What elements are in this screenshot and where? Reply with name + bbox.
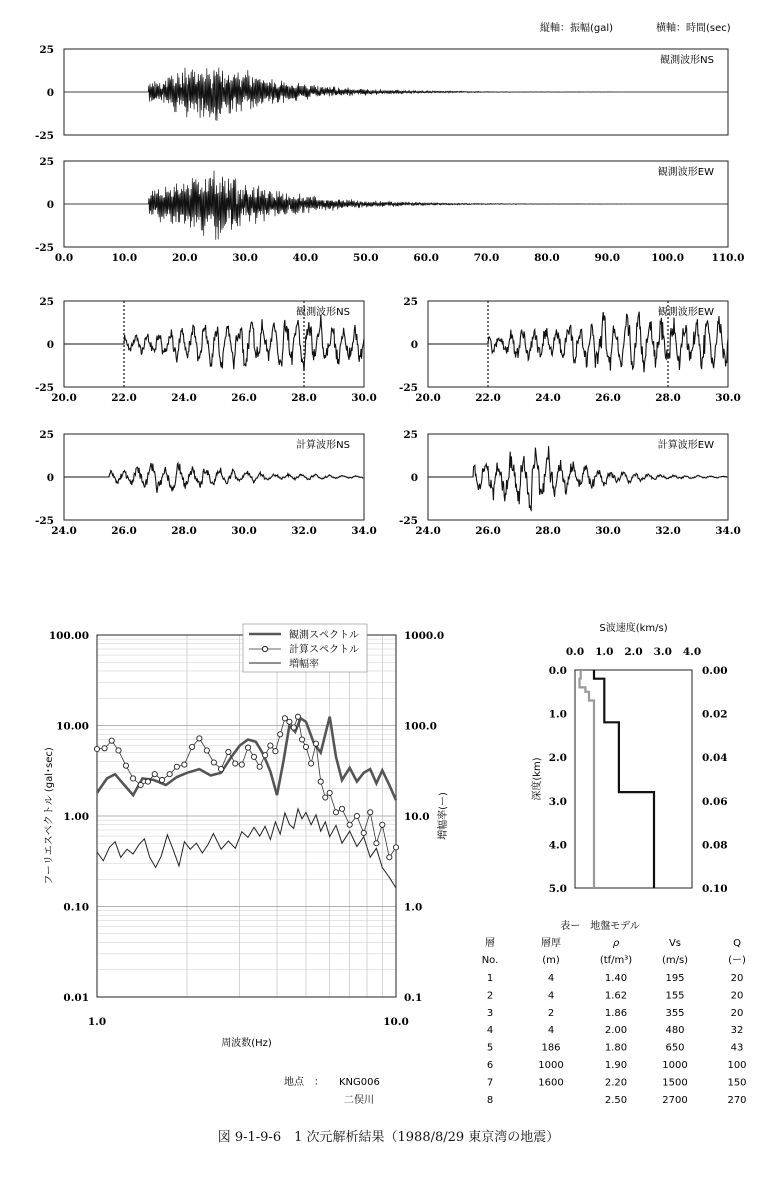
calculated-spectrum-point [102, 746, 107, 751]
waveform-trace [64, 463, 363, 493]
y-tick-label: 0 [46, 87, 54, 99]
table-cell: 1500 [662, 1077, 688, 1089]
table-cell: 2 [547, 1007, 555, 1019]
x-tick-label: 24.0 [51, 525, 77, 537]
y-tick-label: 0.0 [548, 665, 567, 677]
table-cell: 150 [727, 1077, 747, 1089]
x-tick-label: 26.0 [231, 392, 257, 404]
x-tick-label: 3.0 [653, 646, 672, 658]
vertical-axis-note: 縦軸：振幅(gal) [540, 23, 614, 34]
calculated-spectrum-point [380, 822, 385, 827]
calculated-spectrum-point [273, 749, 278, 754]
y2-tick-label: 1.0 [404, 901, 423, 914]
table-header: Q [733, 938, 741, 949]
trace-label: 計算波形NS [296, 440, 350, 451]
table-cell: 155 [665, 990, 685, 1002]
calculated-spectrum-point [174, 764, 179, 769]
calculated-spectrum-point [303, 744, 308, 749]
table-cell: 20 [730, 990, 744, 1002]
x-tick-label: 60.0 [413, 252, 439, 264]
x-tick-label: 32.0 [291, 525, 317, 537]
y-tick-label: 0 [46, 339, 54, 351]
calculated-spectrum-point [167, 772, 172, 777]
y-tick-label: 0 [410, 339, 418, 351]
calculated-spectrum-point [323, 795, 328, 800]
x-tick-label: 0.0 [54, 252, 74, 264]
y-tick-label: 25 [403, 429, 418, 441]
calculated-spectrum-point [333, 810, 338, 815]
calculated-spectrum-point [291, 725, 296, 730]
table-cell: 2 [486, 990, 494, 1002]
x-tick-label: 30.0 [232, 252, 258, 264]
table-cell: 1.40 [604, 973, 628, 984]
y-tick-label: 0 [46, 199, 54, 211]
table-unit: (m) [542, 955, 560, 966]
calculated-spectrum-point [374, 841, 379, 846]
y2-tick-label: 0.04 [702, 752, 728, 765]
fourier-spectrum-chart [43, 624, 449, 1049]
x-tick-label: 2.0 [624, 646, 643, 658]
observed-ew-zoom-chart [399, 296, 741, 404]
x-tick-label: 20.0 [51, 392, 77, 404]
waveform-trace [428, 446, 727, 510]
y-tick-label: 10.00 [56, 720, 89, 733]
trace-label: 計算波形EW [657, 440, 714, 451]
x-tick-label: 110.0 [711, 252, 745, 264]
ground-model-table [482, 919, 747, 1106]
table-cell: 100 [727, 1060, 747, 1071]
calculated-ns-chart [35, 429, 377, 537]
table-cell: 20 [730, 1007, 744, 1019]
y-tick-label: 0.10 [63, 901, 89, 914]
chart-title: S波速度(km/s) [599, 623, 668, 634]
x-tick-label: 26.0 [595, 392, 621, 404]
x-axis-label: 周波数(Hz) [221, 1038, 272, 1049]
x-tick-label: 4.0 [682, 646, 702, 658]
table-unit: (ー) [728, 955, 746, 966]
table-cell: 1000 [538, 1060, 564, 1071]
calculated-spectrum-point [299, 737, 304, 742]
table-header: ρ [612, 938, 620, 949]
table-cell: 1 [486, 973, 494, 984]
x-tick-label: 34.0 [715, 525, 741, 537]
site-code: KNG006 [339, 1077, 380, 1088]
calculated-spectrum-point [152, 772, 157, 777]
y-tick-label: 1.00 [63, 811, 89, 823]
trace-label: 観測波形NS [296, 307, 350, 318]
legend-label: 増幅率 [289, 659, 319, 670]
x-tick-label: 1.0 [595, 646, 614, 658]
x-tick-label: 20.0 [171, 252, 198, 264]
x-tick-label: 28.0 [291, 392, 317, 404]
y-tick-label: 3.0 [548, 795, 567, 808]
shallow-velocity-profile [580, 670, 595, 888]
calculated-spectrum-point [204, 748, 209, 753]
calculated-spectrum-point [251, 754, 256, 759]
velocity-profile-chart [530, 621, 728, 895]
table-cell: 270 [727, 1094, 747, 1106]
table-header: Vs [668, 938, 682, 949]
calculated-spectrum-point [347, 822, 352, 827]
table-title: 表ー 地盤モデル [560, 921, 640, 932]
table-cell: 1.62 [604, 990, 628, 1002]
y-tick-label: -25 [35, 242, 54, 254]
calculated-spectrum-point [197, 736, 202, 741]
table-unit: No. [481, 955, 499, 966]
table-cell: 43 [730, 1042, 744, 1054]
table-cell: 4 [547, 990, 555, 1002]
deep-velocity-profile [594, 670, 654, 888]
y-tick-label: -25 [35, 382, 54, 394]
y-tick-label: 25 [39, 296, 54, 308]
x-tick-label: 26.0 [111, 525, 137, 537]
legend-swatch-calculated-marker [262, 646, 267, 651]
table-cell: 2700 [662, 1094, 688, 1106]
table-cell: 480 [665, 1025, 685, 1037]
horizontal-axis-note: 横軸：時間(sec) [656, 23, 731, 34]
trace-label: 観測波形NS [660, 55, 714, 66]
calculated-spectrum-point [263, 753, 268, 758]
y2-axis-label: 増幅率(ー) [438, 792, 449, 840]
y-tick-label: 0 [410, 472, 418, 484]
calculated-ew-chart [399, 429, 741, 537]
table-cell: 1.86 [604, 1007, 628, 1019]
table-cell: 32 [730, 1025, 744, 1037]
x-tick-label: 10.0 [111, 252, 138, 264]
table-cell: 2.20 [604, 1077, 628, 1089]
x-tick-label: 22.0 [475, 392, 501, 404]
legend-label: 計算スペクトル [289, 644, 359, 656]
x-tick-label: 30.0 [351, 392, 377, 404]
x-tick-label: 90.0 [594, 252, 621, 264]
x-tick-label: 1.0 [87, 1016, 107, 1028]
table-header: 層 [485, 938, 495, 949]
y-tick-label: 4.0 [548, 839, 567, 852]
y-tick-label: -25 [399, 515, 418, 527]
y-tick-label: 25 [39, 44, 54, 56]
calculated-spectrum-point [245, 745, 250, 750]
y-tick-label: 100.00 [48, 630, 89, 642]
calculated-spectrum-point [257, 764, 262, 769]
table-cell: 1.90 [604, 1060, 628, 1071]
calculated-spectrum-point [130, 776, 135, 781]
calculated-spectrum-point [138, 782, 143, 787]
calculated-spectrum-point [109, 738, 114, 743]
table-cell: 4 [547, 1025, 555, 1037]
x-tick-label: 24.0 [535, 392, 561, 404]
y2-tick-label: 0.08 [702, 839, 728, 852]
calculated-spectrum-point [145, 779, 150, 784]
x-tick-label: 26.0 [475, 525, 501, 537]
table-cell: 355 [665, 1007, 685, 1019]
x-tick-label: 34.0 [351, 525, 377, 537]
calculated-spectrum-point [368, 810, 373, 815]
y2-tick-label: 0.10 [702, 883, 728, 895]
table-cell: 4 [486, 1025, 494, 1037]
table-cell: 1.80 [604, 1042, 628, 1054]
table-header: 層厚 [541, 938, 561, 949]
calculated-spectrum-point [218, 766, 223, 771]
table-unit: (tf/m³) [599, 955, 633, 966]
y-tick-label: 1.0 [548, 708, 567, 721]
table-cell: 4 [547, 973, 555, 984]
table-cell: 1600 [538, 1077, 564, 1089]
x-tick-label: 28.0 [655, 392, 681, 404]
waveform-trace [64, 315, 364, 371]
y-tick-label: 25 [39, 429, 54, 441]
calculated-spectrum-point [327, 790, 332, 795]
x-tick-label: 50.0 [353, 252, 379, 264]
x-tick-label: 22.0 [111, 392, 137, 404]
x-tick-label: 28.0 [171, 525, 197, 537]
x-tick-label: 0.0 [565, 646, 585, 658]
calculated-spectrum-point [361, 830, 366, 835]
x-tick-label: 40.0 [292, 252, 319, 264]
y-tick-label: 0 [46, 472, 54, 484]
table-unit: (m/s) [661, 955, 689, 966]
y2-tick-label: 0.06 [702, 795, 728, 808]
y2-tick-label: 10.0 [404, 811, 430, 823]
table-cell: 650 [665, 1042, 685, 1054]
y2-tick-label: 0.02 [702, 708, 728, 721]
calculated-spectrum-point [268, 743, 273, 748]
table-cell: 1000 [662, 1060, 688, 1071]
table-cell: 6 [486, 1060, 494, 1071]
calculated-spectrum-point [339, 806, 344, 811]
figure-caption: 図 9-1-9-6 1 次元解析結果（1988/8/29 東京湾の地震） [217, 1130, 560, 1145]
calculated-spectrum-point [239, 762, 244, 767]
y2-tick-label: 0.1 [404, 992, 423, 1004]
x-tick-label: 20.0 [415, 392, 441, 404]
calculated-spectrum-point [313, 741, 318, 746]
x-tick-label: 30.0 [595, 525, 621, 537]
y-tick-label: -25 [35, 515, 54, 527]
trace-label: 観測波形EW [657, 167, 714, 178]
legend-label: 観測スペクトル [289, 630, 359, 641]
calculated-spectrum-point [387, 855, 392, 860]
y2-tick-label: 100.0 [404, 720, 437, 733]
calculated-spectrum-point [295, 714, 300, 719]
waveform-trace [64, 171, 728, 240]
observed-ns-zoom-chart [35, 296, 377, 404]
calculated-spectrum-point [123, 763, 128, 768]
plot-frame [575, 670, 692, 888]
y-tick-label: 0.01 [63, 992, 89, 1004]
observed-ns-full-chart [35, 44, 728, 142]
series-amplification [97, 809, 396, 888]
y-tick-label: 25 [403, 296, 418, 308]
table-cell: 3 [486, 1007, 494, 1019]
y-axis-label: フーリエスペクトル (gal･sec) [44, 747, 55, 885]
calculated-spectrum-point [278, 732, 283, 737]
waveform-trace [428, 312, 728, 373]
table-cell: 2.50 [604, 1094, 628, 1106]
waveform-trace [64, 68, 728, 121]
calculated-spectrum-point [393, 845, 398, 850]
y-tick-label: -25 [399, 382, 418, 394]
site-label: 地点 ： [284, 1077, 324, 1088]
y-axis-label: 深度(km) [532, 757, 543, 801]
x-tick-label: 30.0 [715, 392, 741, 404]
y-tick-label: -25 [35, 130, 54, 142]
table-cell: 186 [541, 1042, 561, 1054]
y-tick-label: 25 [39, 156, 54, 168]
x-tick-label: 30.0 [231, 525, 257, 537]
calculated-spectrum-point [282, 716, 287, 721]
calculated-spectrum-point [287, 719, 292, 724]
y2-tick-label: 0.00 [702, 665, 728, 677]
y-tick-label: 5.0 [548, 883, 567, 895]
table-cell: 2.00 [604, 1025, 628, 1037]
y2-tick-label: 1000.0 [404, 630, 445, 642]
calculated-spectrum-point [233, 761, 238, 766]
calculated-spectrum-point [182, 762, 187, 767]
calculated-spectrum-point [318, 779, 323, 784]
table-cell: 195 [665, 973, 685, 984]
calculated-spectrum-point [190, 744, 195, 749]
observed-ew-full-chart [35, 156, 744, 264]
calculated-spectrum-point [116, 748, 121, 753]
table-cell: 7 [486, 1077, 494, 1089]
y-tick-label: 2.0 [548, 752, 567, 765]
x-tick-label: 80.0 [534, 252, 560, 264]
calculated-spectrum-point [159, 777, 164, 782]
table-cell: 8 [486, 1094, 494, 1106]
x-tick-label: 28.0 [535, 525, 561, 537]
calculated-spectrum-point [211, 760, 216, 765]
x-tick-label: 24.0 [171, 392, 197, 404]
x-tick-label: 32.0 [655, 525, 681, 537]
x-tick-label: 70.0 [473, 252, 500, 264]
x-tick-label: 24.0 [415, 525, 441, 537]
calculated-spectrum-point [354, 813, 359, 818]
table-cell: 5 [486, 1042, 494, 1054]
site-name: 二俣川 [344, 1095, 374, 1106]
trace-label: 観測波形EW [657, 307, 714, 318]
calculated-spectrum-point [308, 761, 313, 766]
table-cell: 20 [730, 973, 744, 984]
calculated-spectrum-point [94, 746, 99, 751]
calculated-spectrum-point [226, 749, 231, 754]
x-tick-label: 10.0 [383, 1016, 409, 1028]
x-tick-label: 100.0 [651, 252, 685, 264]
